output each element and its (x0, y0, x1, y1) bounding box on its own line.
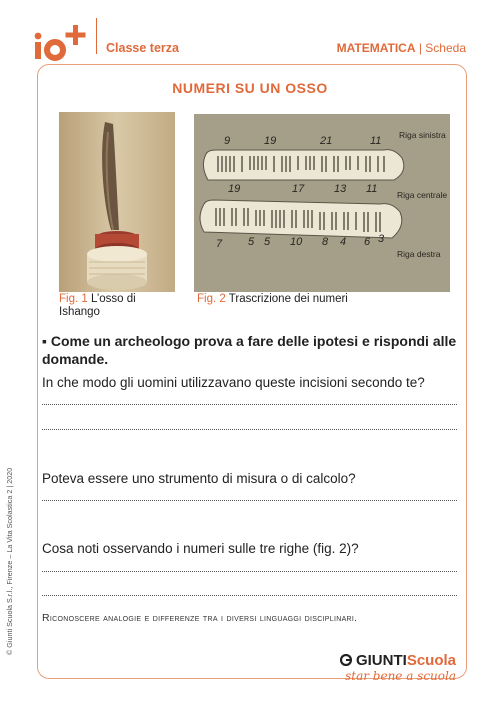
fig1-text: L’osso di Ishango (59, 293, 136, 318)
row-center-label: Riga centrale (397, 190, 448, 200)
fig2-num: 11 (366, 183, 378, 195)
fig1-caption (59, 293, 179, 319)
page-title: NUMERI SU UN OSSO (172, 80, 328, 96)
question-1: In che modo gli uomini utilizzavano queste incisioni secondo te? (42, 375, 425, 390)
question-2: Poteva essere uno strumento di misura o di calcolo? (42, 471, 356, 486)
fig1-number: Fig. 1 (59, 293, 88, 305)
fig2-caption (197, 293, 348, 306)
answer-line[interactable] (42, 569, 457, 572)
fig2-num: 8 (322, 236, 329, 248)
fig2-num: 21 (320, 135, 333, 147)
bone-transcription-figure (194, 114, 450, 292)
class-label: Classe terza (106, 41, 179, 55)
competence-note: Riconoscere analogie e differenze tra i diversi linguaggi disciplinari. (42, 612, 358, 624)
answer-line[interactable] (42, 402, 457, 405)
brand-name-b: Scuola (406, 652, 456, 669)
answer-line[interactable] (42, 427, 457, 430)
fig2-num: 5 (264, 236, 271, 248)
fig2-num: 6 (364, 236, 371, 248)
fig2-num: 4 (340, 236, 347, 248)
row-right-label: Riga destra (397, 249, 441, 259)
question-3: Cosa noti osservando i numeri sulle tre righe (fig. 2)? (42, 541, 359, 556)
fig2-num: 19 (264, 135, 277, 147)
row-left-label: Riga sinistra (399, 130, 446, 140)
fig2-num: 10 (290, 236, 303, 248)
fig2-num: 11 (370, 135, 382, 147)
header-divider (96, 18, 97, 54)
subject-separator: | (418, 41, 422, 55)
instruction-text: ▪ Come un archeologo prova a fare delle ipotesi e rispondi alle domande. (42, 333, 457, 367)
fig2-num: 3 (378, 233, 385, 245)
giunti-scuola-logo (340, 652, 456, 683)
fig2-num: 9 (224, 135, 231, 147)
brand-tagline: star bene a scuola (345, 669, 456, 683)
answer-line[interactable] (42, 498, 457, 501)
subject-label (337, 41, 466, 55)
brand-name-a: GIUNTI (355, 652, 407, 669)
sheet-label: Scheda (425, 41, 466, 55)
fig2-number: Fig. 2 (197, 293, 226, 305)
fig2-text: Trascrizione dei numeri (228, 293, 348, 305)
copyright-note: © Giunti Scuola S.r.l., Firenze – La Vita Scolastica 2 | 2020 (5, 467, 14, 655)
giunti-g-icon (340, 654, 352, 666)
io-plus-logo (33, 22, 91, 62)
fig2-num: 17 (292, 183, 305, 195)
fig2-num: 7 (216, 238, 223, 250)
brand-name (340, 652, 456, 669)
subject-name: MATEMATICA (336, 41, 416, 55)
fig2-num: 13 (334, 183, 347, 195)
fig2-num: 5 (248, 236, 255, 248)
fig2-num: 19 (228, 183, 241, 195)
ishango-bone-photo (59, 112, 175, 292)
answer-line[interactable] (42, 593, 457, 596)
